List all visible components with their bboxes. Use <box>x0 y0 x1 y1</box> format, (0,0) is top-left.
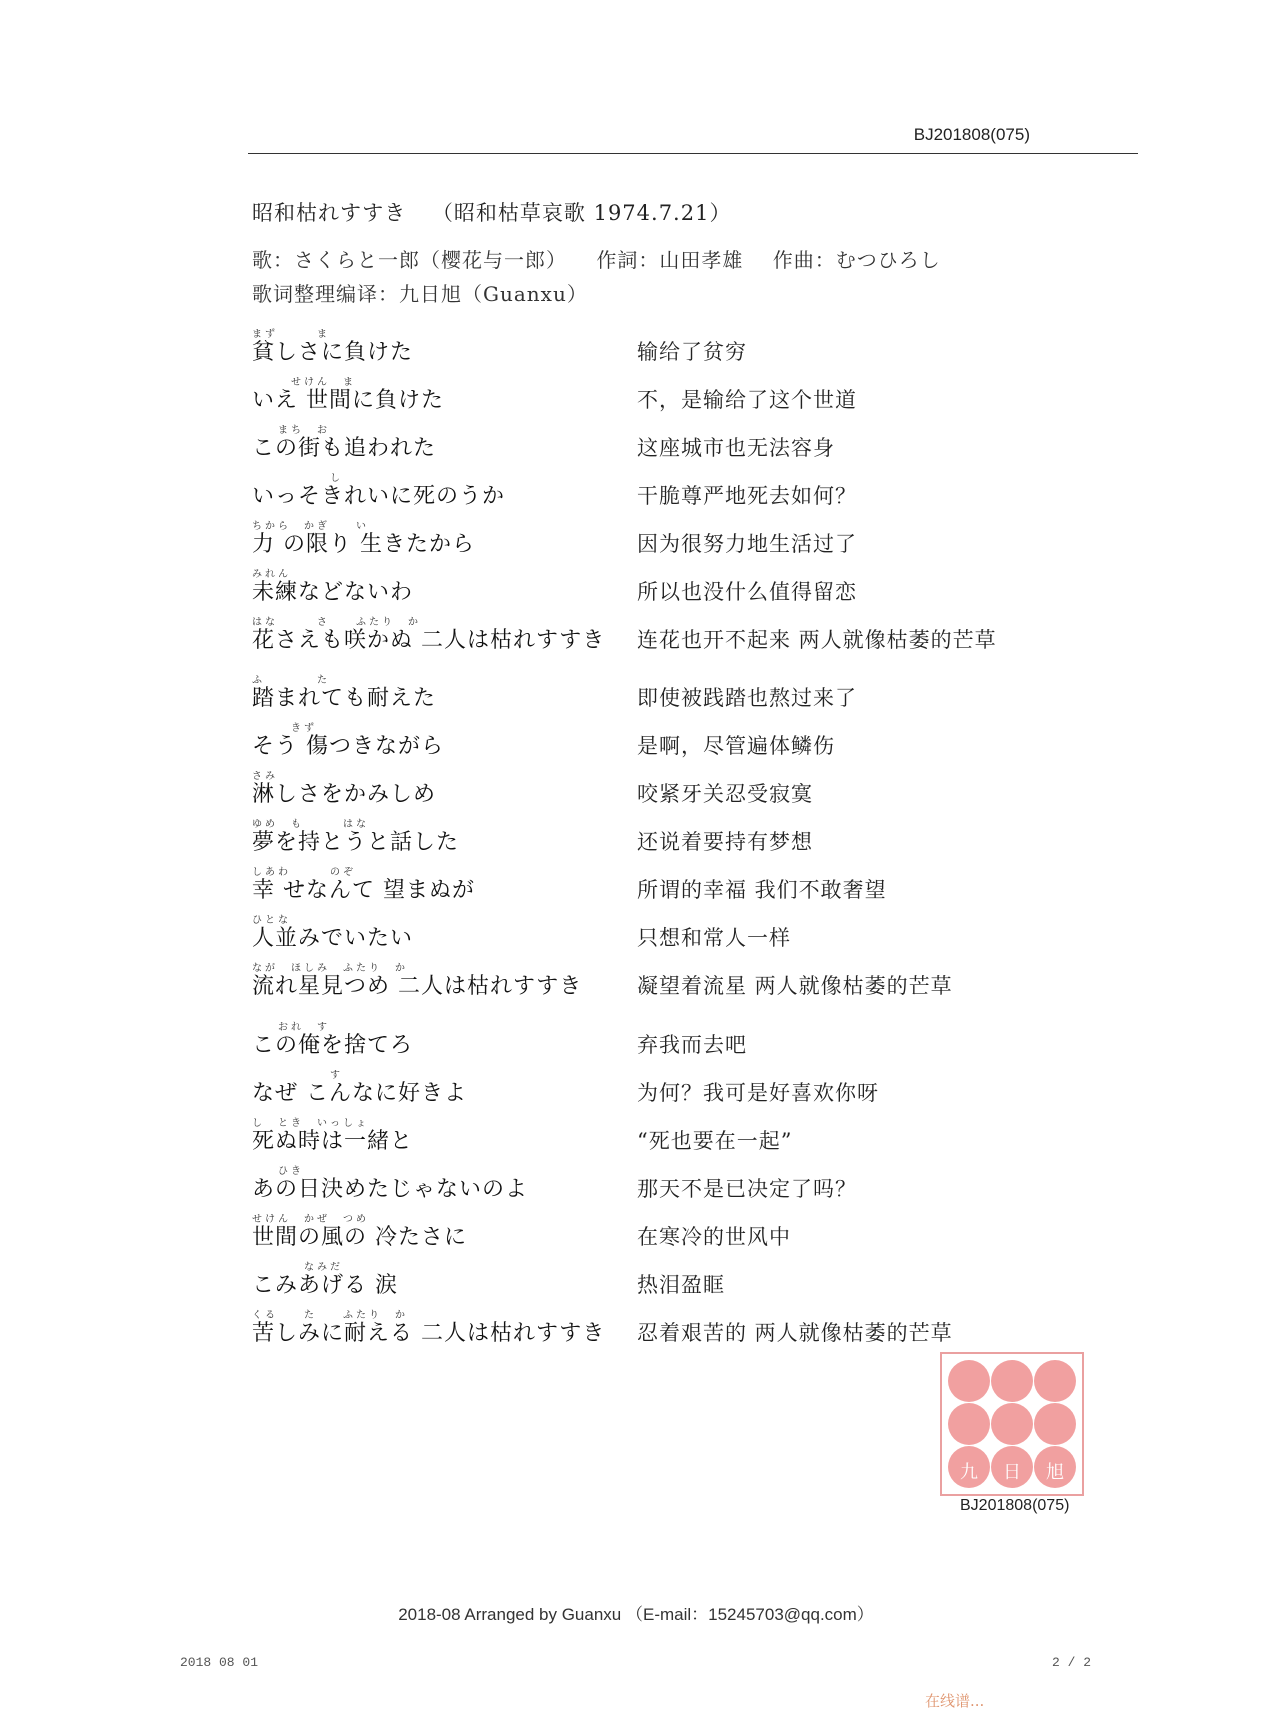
chinese-translation: 在寒冷的世风中 <box>637 1225 791 1249</box>
lyric-line <box>252 606 1052 654</box>
lyric-line <box>252 952 1052 1000</box>
furigana: おれ す <box>252 1022 330 1033</box>
lyric-line <box>252 904 1052 952</box>
lyric-line <box>252 318 1052 366</box>
furigana: まち お <box>252 425 330 436</box>
furigana: なが ほしみ ふたり か <box>252 963 408 974</box>
chinese-translation: 输给了贫穷 <box>637 340 747 364</box>
japanese-lyric: 淋しさをかみしめ <box>252 782 437 807</box>
japanese-lyric: 苦しみに耐える 二人は枯れすすき <box>252 1321 606 1346</box>
seal-char-3: 旭 <box>1046 1462 1064 1483</box>
source-watermark: 在线谱... <box>925 1692 985 1710</box>
chinese-translation: “死也要在一起” <box>637 1129 793 1153</box>
japanese-lyric: 貧しさに負けた <box>252 340 414 365</box>
lyric-line <box>252 510 1052 558</box>
lyric-stanza <box>252 664 1052 1000</box>
page-number: 2 / 2 <box>1052 1655 1092 1670</box>
furigana: ひとな <box>252 915 291 926</box>
furigana: ゆめ も はな <box>252 819 369 830</box>
lyric-line <box>252 366 1052 414</box>
lyricist-credit: 作詞：山田孝雄 <box>596 248 744 272</box>
furigana: なみだ <box>252 1262 343 1273</box>
footer-arranged-by: 2018-08 Arranged by Guanxu （E-mail：15245703@qq.com） <box>398 1605 874 1624</box>
lyric-line <box>252 1251 1052 1299</box>
lyric-line <box>252 1155 1052 1203</box>
chinese-translation: 忍着艰苦的 两人就像枯萎的芒草 <box>637 1321 953 1345</box>
chinese-translation: 只想和常人一样 <box>637 926 791 950</box>
lyric-line <box>252 1299 1052 1347</box>
chinese-translation: 还说着要持有梦想 <box>637 830 813 854</box>
japanese-lyric: 花さえも咲かぬ 二人は枯れすすき <box>252 628 606 653</box>
furigana: ひき <box>252 1166 304 1177</box>
japanese-lyric: 死ぬ時は一緒と <box>252 1129 414 1154</box>
japanese-lyric: 踏まれても耐えた <box>252 686 437 711</box>
lyric-line <box>252 1059 1052 1107</box>
furigana: はな さ ふたり か <box>252 617 421 628</box>
credits-line <box>252 244 941 273</box>
song-title-main: 昭和枯れすすき <box>252 201 407 225</box>
song-title <box>252 197 731 227</box>
furigana: くる た ふたり か <box>252 1310 408 1321</box>
chinese-translation: 所以也没什么值得留恋 <box>637 580 857 604</box>
lyric-line <box>252 712 1052 760</box>
chinese-translation: 连花也开不起来 两人就像枯萎的芒草 <box>637 628 997 652</box>
lyric-line <box>252 462 1052 510</box>
lyric-line <box>252 760 1052 808</box>
furigana: す <box>252 1070 343 1081</box>
lyric-stanza <box>252 1011 1052 1347</box>
chinese-translation: 是啊，尽管遍体鳞伤 <box>637 734 835 758</box>
furigana: せけん ま <box>252 377 356 388</box>
furigana: さみ <box>252 771 278 782</box>
lyric-line <box>252 1203 1052 1251</box>
chinese-translation: 不，是输给了这个世道 <box>637 388 857 412</box>
chinese-translation: 热泪盈眶 <box>637 1273 725 1297</box>
seal-document-code: BJ201808(075) <box>960 1497 1070 1514</box>
japanese-lyric: いっそきれいに死のうか <box>252 484 506 509</box>
furigana: し とき いっしょ <box>252 1118 369 1129</box>
furigana: しあわ のぞ <box>252 867 356 878</box>
furigana: せけん かぜ つめ <box>252 1214 369 1225</box>
lyric-line <box>252 856 1052 904</box>
chinese-translation: 那天不是已决定了吗？ <box>637 1177 857 1201</box>
translator-credit: 歌词整理编译：九日旭（Guanxu） <box>252 282 588 306</box>
lyric-line <box>252 1011 1052 1059</box>
header-rule <box>248 153 1138 154</box>
furigana: きず <box>252 723 317 734</box>
japanese-lyric: こみあげる 涙 <box>252 1273 398 1298</box>
lyric-line <box>252 664 1052 712</box>
red-seal-stamp <box>940 1352 1084 1496</box>
japanese-lyric: 世間の風の 冷たさに <box>252 1225 467 1250</box>
lyric-line <box>252 808 1052 856</box>
japanese-lyric: 人並みでいたい <box>252 926 414 951</box>
japanese-lyric: 未練などないわ <box>252 580 414 605</box>
chinese-translation: 弃我而去吧 <box>637 1033 747 1057</box>
lyric-line <box>252 558 1052 606</box>
document-code: BJ201808(075) <box>913 125 1030 144</box>
seal-char-2: 日 <box>1003 1462 1021 1483</box>
japanese-lyric: なぜ こんなに好きよ <box>252 1081 467 1106</box>
chinese-translation: 干脆尊严地死去如何？ <box>637 484 857 508</box>
japanese-lyric: いえ 世間に負けた <box>252 388 444 413</box>
japanese-lyric: 夢を持とうと話した <box>252 830 460 855</box>
singer-credit: 歌：さくらと一郎（樱花与一郎） <box>252 248 567 272</box>
chinese-translation: 因为很努力地生活过了 <box>637 532 857 556</box>
japanese-lyric: 幸 せなんて 望まぬが <box>252 878 475 903</box>
chinese-translation: 这座城市也无法容身 <box>637 436 835 460</box>
japanese-lyric: 力 の限り 生きたから <box>252 532 475 557</box>
furigana: みれん <box>252 569 291 580</box>
chinese-translation: 为何？我可是好喜欢你呀 <box>637 1081 879 1105</box>
japanese-lyric: この俺を捨てろ <box>252 1033 414 1058</box>
song-title-sub: （昭和枯草哀歌 1974.7.21） <box>431 201 732 225</box>
print-date: 2018 08 01 <box>180 1655 259 1670</box>
chinese-translation: 即使被践踏也熬过来了 <box>637 686 857 710</box>
japanese-lyric: そう 傷つきながら <box>252 734 444 759</box>
chinese-translation: 咬紧牙关忍受寂寞 <box>637 782 813 806</box>
japanese-lyric: あの日決めたじゃないのよ <box>252 1177 529 1202</box>
lyric-stanza <box>252 318 1052 654</box>
japanese-lyric: 流れ星見つめ 二人は枯れすすき <box>252 974 583 999</box>
furigana: まず ま <box>252 329 330 340</box>
furigana: ふ た <box>252 675 330 686</box>
chinese-translation: 凝望着流星 两人就像枯萎的芒草 <box>637 974 953 998</box>
furigana: し <box>252 473 343 484</box>
composer-credit: 作曲：むつひろし <box>772 248 941 272</box>
lyric-line <box>252 414 1052 462</box>
chinese-translation: 所谓的幸福 我们不敢奢望 <box>637 878 887 902</box>
furigana: ちから かぎ い <box>252 521 369 532</box>
japanese-lyric: この街も追われた <box>252 436 437 461</box>
seal-char-1: 九 <box>960 1462 978 1483</box>
lyric-line <box>252 1107 1052 1155</box>
